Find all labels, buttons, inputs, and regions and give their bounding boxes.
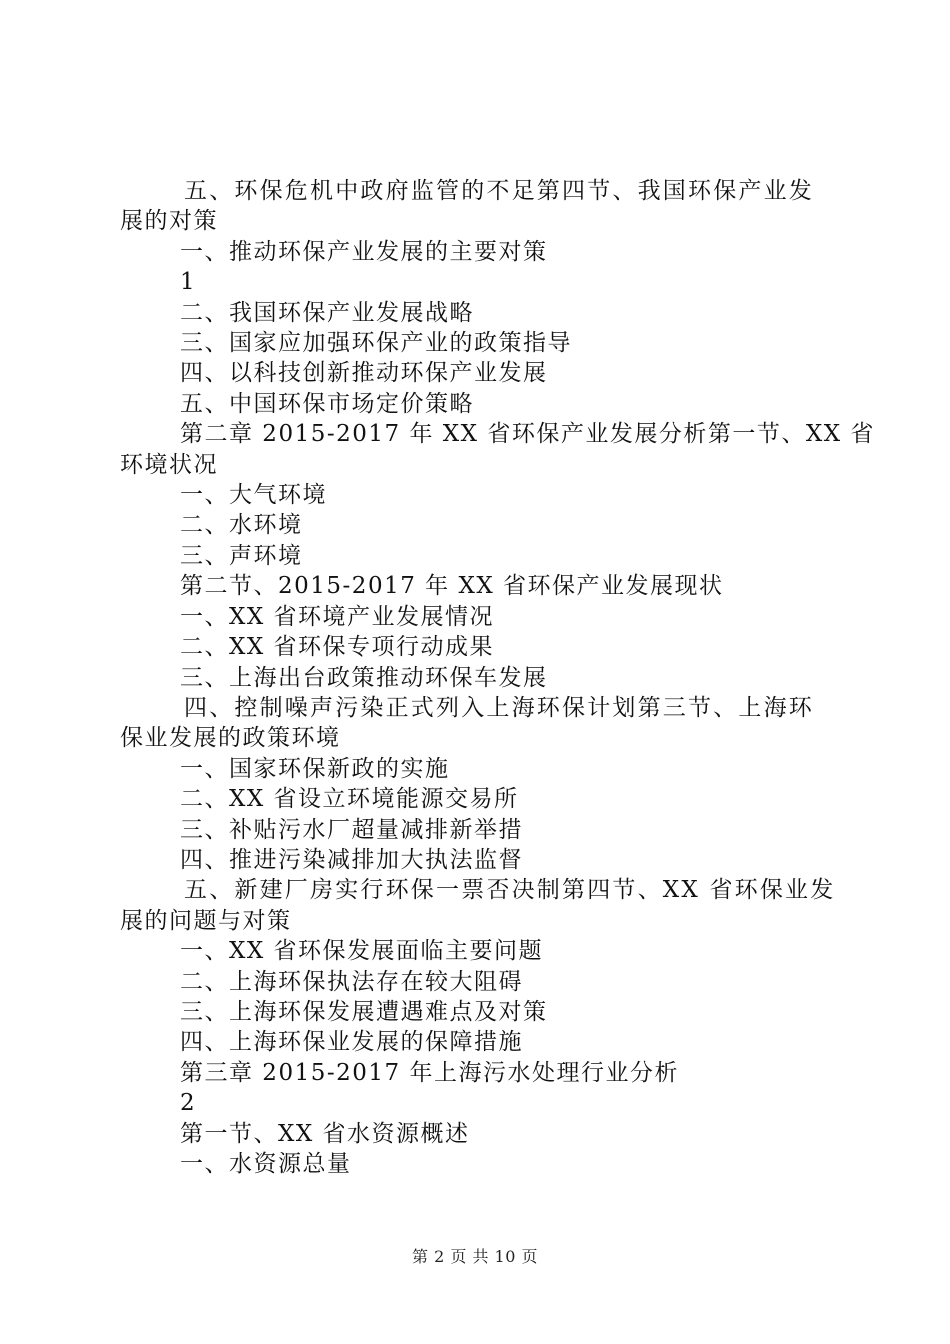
document-line: 二、水环境 bbox=[180, 512, 303, 539]
document-line: 三、上海环保发展遭遇难点及对策 bbox=[180, 998, 548, 1025]
document-line: 一、XX 省环保发展面临主要问题 bbox=[180, 938, 544, 965]
document-line: 三、国家应加强环保产业的政策指导 bbox=[180, 330, 572, 357]
document-line: 五、环保危机中政府监管的不足第四节、我国环保产业发 bbox=[184, 178, 814, 204]
document-line: 第一节、XX 省水资源概述 bbox=[180, 1120, 470, 1147]
document-line: 第三章 2015-2017 年上海污水处理行业分析 bbox=[180, 1059, 679, 1086]
document-line: 一、推动环保产业发展的主要对策 bbox=[180, 238, 548, 265]
document-line: 2 bbox=[180, 1090, 197, 1117]
document-line: 三、补贴污水厂超量减排新举措 bbox=[180, 816, 523, 843]
document-line: 展的对策 bbox=[120, 208, 218, 235]
document-line: 第二章 2015-2017 年 XX 省环保产业发展分析第一节、XX 省 bbox=[180, 421, 875, 448]
document-line: 五、中国环保市场定价策略 bbox=[180, 390, 474, 417]
document-line: 一、大气环境 bbox=[180, 482, 327, 509]
document-line: 四、上海环保业发展的保障措施 bbox=[180, 1029, 523, 1056]
document-line: 二、XX 省设立环境能源交易所 bbox=[180, 786, 519, 813]
document-line: 三、上海出台政策推动环保车发展 bbox=[180, 664, 548, 691]
document-line: 二、我国环保产业发展战略 bbox=[180, 299, 474, 326]
document-line: 保业发展的政策环境 bbox=[120, 725, 341, 752]
document-line: 四、推进污染减排加大执法监督 bbox=[180, 846, 523, 873]
document-line: 四、控制噪声污染正式列入上海环保计划第三节、上海环 bbox=[184, 694, 814, 721]
document-line: 一、水资源总量 bbox=[180, 1151, 352, 1177]
page-number-label: 第 2 页 共 10 页 bbox=[412, 1247, 538, 1266]
document-line: 展的问题与对策 bbox=[120, 907, 292, 934]
document-line: 一、XX 省环境产业发展情况 bbox=[180, 603, 495, 630]
document-body bbox=[0, 176, 950, 1179]
document-line: 三、声环境 bbox=[180, 542, 303, 569]
document-line: 第二节、2015-2017 年 XX 省环保产业发展现状 bbox=[180, 573, 724, 600]
document-line: 一、国家环保新政的实施 bbox=[180, 755, 450, 782]
document-line: 四、以科技创新推动环保产业发展 bbox=[180, 360, 548, 387]
document-line: 二、上海环保执法存在较大阻碍 bbox=[180, 968, 523, 995]
document-line: 五、新建厂房实行环保一票否决制第四节、XX 省环保业发 bbox=[184, 877, 836, 904]
document-line: 二、XX 省环保专项行动成果 bbox=[180, 634, 495, 661]
document-line: 环境状况 bbox=[120, 451, 218, 478]
document-line: 1 bbox=[180, 269, 197, 296]
page-footer bbox=[0, 1244, 950, 1267]
